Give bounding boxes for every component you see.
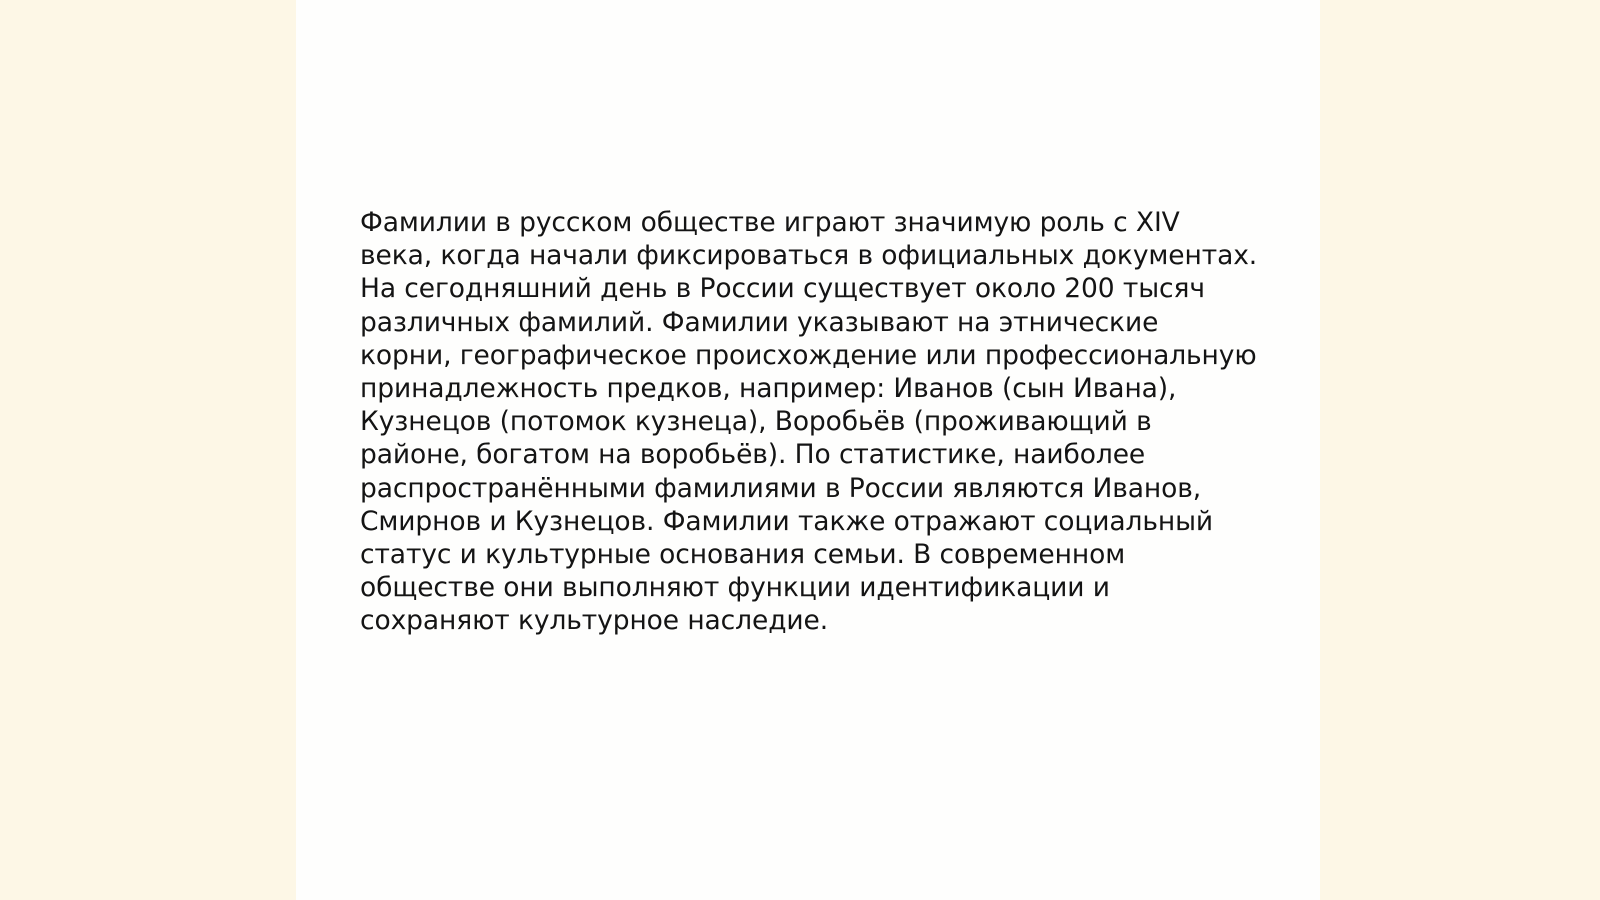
- paragraph-line: различных фамилий. Фамилии указывают на этнические: [360, 306, 1159, 338]
- paragraph-line: века, когда начали фиксироваться в официальных документах.: [360, 240, 1258, 272]
- paragraph-line: обществе они выполняют функции идентификации и: [360, 572, 1110, 604]
- paragraph-line: сохраняют культурное наследие.: [360, 605, 829, 637]
- right-margin: [1320, 0, 1600, 900]
- paragraph-line: Кузнецов (потомок кузнеца), Воробьёв (проживающий в: [360, 406, 1152, 438]
- paragraph-line: распространёнными фамилиями в России являются Иванов,: [360, 472, 1202, 504]
- paragraph-line: районе, богатом на воробьёв). По статистике, наиболее: [360, 439, 1146, 471]
- paragraph-line: На сегодняшний день в России существует около 200 тысяч: [360, 273, 1205, 305]
- document-page: [296, 0, 1320, 900]
- paragraph-line: статус и культурные основания семьи. В современном: [360, 539, 1126, 571]
- paragraph-line: принадлежность предков, например: Иванов (сын Ивана),: [360, 373, 1177, 405]
- paragraph-line: Фамилии в русском обществе играют значимую роль с XIV: [360, 207, 1180, 238]
- paragraph-line: корни, географическое происхождение или профессиональную: [360, 339, 1257, 371]
- body-paragraph: [360, 206, 1260, 638]
- paragraph-line: Смирнов и Кузнецов. Фамилии также отражают социальный: [360, 505, 1214, 537]
- left-margin: [0, 0, 296, 900]
